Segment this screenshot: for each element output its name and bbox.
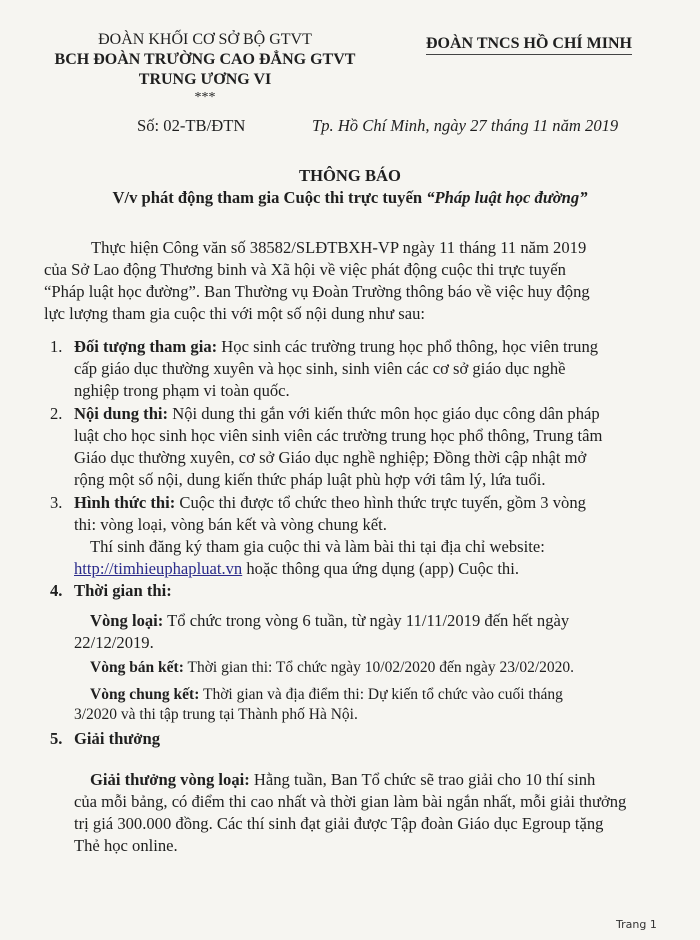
round-text: Thời gian thi: Tổ chức ngày 10/02/2020 đến ngày 23/02/2020. — [183, 659, 575, 676]
website-link[interactable]: http://timhieuphapluat.vn — [74, 559, 243, 578]
header-right-title: ĐOÀN TNCS HỒ CHÍ MINH — [426, 34, 632, 55]
prize-paragraph — [74, 769, 626, 857]
item-text: rộng một số nội, dung kiến thức pháp luật phù hợp với tâm lý, lứa tuổi. — [74, 470, 546, 489]
intro-paragraph — [44, 237, 664, 325]
round-text: Tổ chức trong vòng 6 tuần, từ ngày 11/11/2019 đến hết ngày — [163, 611, 570, 630]
item-number: 1. — [50, 337, 63, 356]
item-number: 5. — [50, 729, 63, 748]
list-item-5 — [50, 728, 160, 750]
round-qualifying — [90, 610, 569, 632]
item-text: thi: vòng loại, vòng bán kết và vòng chung kết. — [74, 515, 387, 534]
notice-subtitle-prefix: V/v phát động tham gia Cuộc thi trực tuyến — [112, 188, 427, 207]
item-label: Nội dung thi: — [74, 404, 169, 423]
round-label: Vòng bán kết: — [90, 659, 184, 676]
round-text: Thời gian và địa điểm thi: Dự kiến tổ chức vào cuối tháng — [199, 686, 563, 703]
item-number: 3. — [50, 493, 63, 512]
round-label: Vòng loại: — [90, 611, 164, 630]
round-label: Vòng chung kết: — [90, 686, 200, 703]
list-item-3 — [50, 492, 586, 580]
item-text: Nội dung thi gắn với kiến thức môn học giáo dục công dân pháp — [168, 404, 600, 423]
item-text: nghiệp trong phạm vi toàn quốc. — [74, 381, 290, 400]
round-text: 22/12/2019. — [74, 633, 154, 652]
item-label: Thời gian thi: — [74, 581, 172, 600]
notice-subtitle-quote: “Pháp luật học đường” — [426, 188, 588, 207]
round-qualifying-cont — [74, 632, 154, 654]
round-final-cont — [74, 704, 358, 726]
header-org-line2: BCH ĐOÀN TRƯỜNG CAO ĐẲNG GTVT — [54, 51, 356, 68]
item-text: hoặc thông qua ứng dụng (app) Cuộc thi. — [242, 559, 519, 578]
item-text: Thí sinh đăng ký tham gia cuộc thi và làm bài thi tại địa chỉ website: — [90, 537, 545, 556]
item-text: Học sinh các trường trung học phổ thông, học viên trung — [217, 337, 599, 356]
round-semifinal — [90, 657, 574, 679]
prize-text: của mỗi bảng, có điểm thi cao nhất và thời gian làm bài ngắn nhất, mỗi giải thưởng — [74, 792, 627, 811]
doc-number: Số: 02-TB/ĐTN — [137, 116, 246, 135]
item-number: 4. — [50, 581, 63, 600]
prize-text: Thẻ học online. — [74, 836, 178, 855]
header-left-block — [40, 30, 370, 106]
prize-label: Giải thưởng vòng loại: — [90, 770, 250, 789]
prize-text: Hằng tuần, Ban Tổ chức sẽ trao giải cho 10 thí sinh — [249, 770, 596, 789]
list-item-2 — [50, 403, 602, 491]
item-text: cấp giáo dục thường xuyên và học sinh, sinh viên các cơ sở giáo dục nghề — [74, 359, 566, 378]
round-text: 3/2020 và thi tập trung tại Thành phố Hà Nội. — [74, 706, 358, 723]
item-label: Hình thức thi: — [74, 493, 176, 512]
notice-title: THÔNG BÁO — [299, 166, 401, 185]
intro-line: Thực hiện Công văn số 38582/SLĐTBXH-VP ngày 11 tháng 11 năm 2019 — [91, 238, 587, 257]
prize-text: trị giá 300.000 đồng. Các thí sinh đạt giải được Tập đoàn Giáo dục Egroup tặng — [74, 814, 604, 833]
intro-line: của Sở Lao động Thương binh và Xã hội về việc phát động cuộc thi trực tuyến — [44, 260, 566, 279]
notice-subtitle — [0, 188, 700, 208]
item-text: luật cho học sinh học viên sinh viên các trường trung học phổ thông, Trung tâm — [74, 426, 603, 445]
intro-line: “Pháp luật học đường”. Ban Thường vụ Đoàn Trường thông báo về việc huy động — [44, 282, 590, 301]
place-date: Tp. Hồ Chí Minh, ngày 27 tháng 11 năm 2019 — [312, 116, 619, 135]
list-item-1 — [50, 336, 598, 402]
item-label: Giải thưởng — [74, 729, 160, 748]
page-number: Trang 1 — [616, 918, 657, 931]
header-stars: *** — [194, 90, 216, 105]
intro-line: lực lượng tham gia cuộc thi với một số nội dung như sau: — [44, 304, 425, 323]
header-org-line3: TRUNG ƯƠNG VI — [138, 71, 272, 88]
list-item-4 — [50, 580, 172, 602]
item-number: 2. — [50, 404, 63, 423]
item-text: Giáo dục thường xuyên, cơ sở Giáo dục nghề nghiệp; Đồng thời cập nhật mở — [74, 448, 587, 467]
header-org-line1: ĐOÀN KHỐI CƠ SỞ BỘ GTVT — [98, 31, 312, 48]
round-final — [90, 684, 563, 706]
item-label: Đối tượng tham gia: — [74, 337, 218, 356]
item-text: Cuộc thi được tổ chức theo hình thức trực tuyến, gồm 3 vòng — [175, 493, 586, 512]
